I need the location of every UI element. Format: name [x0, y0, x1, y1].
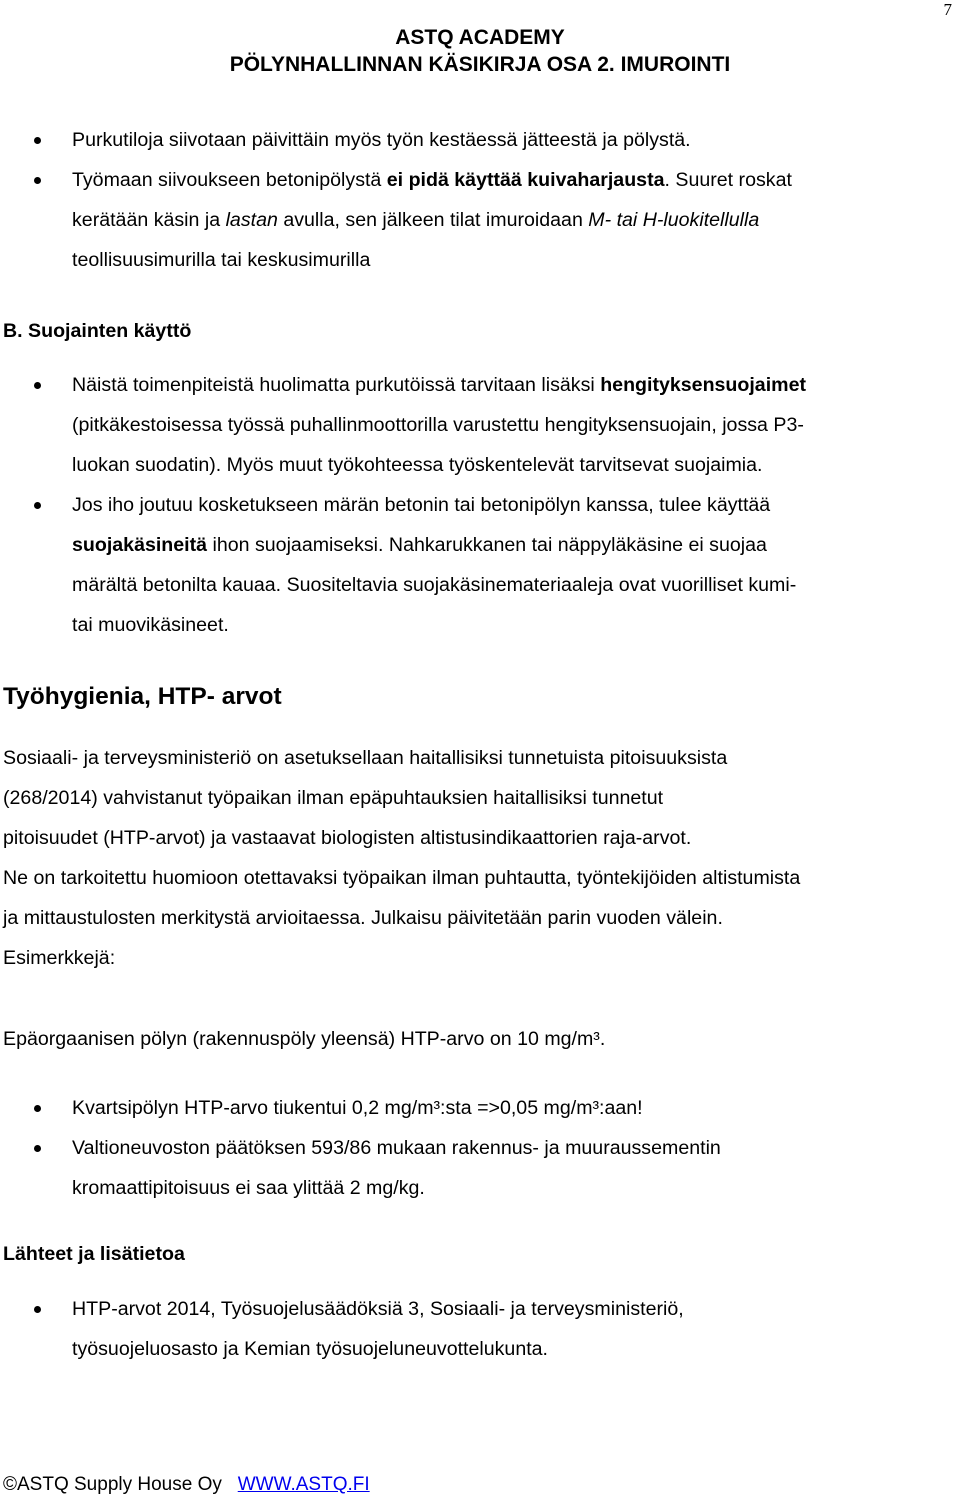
footer: [3, 1474, 370, 1496]
emphasis-text: suojakäsineitä: [72, 534, 208, 556]
bullet-icon: [34, 1105, 41, 1112]
list-item-line: märältä betonilta kauaa. Suositeltavia suojakäsinemateriaaleja ovat vuorilliset kumi-: [72, 574, 797, 596]
list-item-line: kerätään käsin ja lastan avulla, sen jälkeen tilat imuroidaan M- tai H-luokitellulla: [72, 209, 760, 231]
tyohygienia-heading: Työhygienia, HTP- arvot: [3, 683, 282, 710]
paragraph-line: ja mittaustulosten merkitystä arvioitaessa. Julkaisu päivitetään parin vuoden välein.: [3, 907, 723, 929]
emphasis-text: hengityksensuojaimet: [600, 374, 806, 396]
paragraph-line: Esimerkkejä:: [3, 947, 116, 969]
bullet-icon: [34, 137, 41, 144]
list-item: [0, 1088, 960, 1128]
list-item: [0, 365, 960, 485]
bullet-icon: [34, 382, 41, 389]
header-title: ASTQ ACADEMY: [395, 26, 565, 49]
bullet-icon: [34, 502, 41, 509]
paragraph-line: Ne on tarkoitettu huomioon otettavaksi työpaikan ilman puhtautta, työntekijöiden altistumista: [3, 867, 801, 889]
list-item-line: tai muovikäsineet.: [72, 614, 229, 636]
paragraph-line: pitoisuudet (HTP-arvot) ja vastaavat biologisten altistusindikaattorien raja-arvot.: [3, 827, 692, 849]
emphasis-text: ei pidä käyttää kuivaharjausta: [386, 169, 665, 191]
list-item-line: Valtioneuvoston päätöksen 593/86 mukaan rakennus- ja muuraussementin: [72, 1137, 721, 1159]
sources-heading: Lähteet ja lisätietoa: [3, 1243, 185, 1265]
list-item-line: Näistä toimenpiteistä huolimatta purkutöissä tarvitaan lisäksi hengityksensuojaimet: [72, 374, 806, 396]
htp-examples-list: [0, 1088, 960, 1208]
list-item-line: suojakäsineitä ihon suojaamiseksi. Nahkarukkanen tai näppyläkäsine ei suojaa: [72, 534, 767, 556]
bullet-icon: [34, 177, 41, 184]
page-number: 7: [943, 0, 952, 19]
footer-copyright: ©ASTQ Supply House Oy: [3, 1474, 222, 1495]
list-item-line: teollisuusimurilla tai keskusimurilla: [72, 249, 371, 271]
list-item-text: Purkutiloja siivotaan päivittäin myös työn kestäessä jätteestä ja pölystä.: [72, 129, 691, 151]
italic-text: M- tai H-luokitellulla: [588, 209, 760, 231]
list-item-line: työsuojeluosasto ja Kemian työsuojeluneuvottelukunta.: [72, 1338, 548, 1360]
tyohygienia-paragraph: [3, 738, 800, 978]
htp-example-text: Epäorgaanisen pölyn (rakennuspöly yleensä) HTP-arvo on 10 mg/m³.: [3, 1028, 606, 1050]
list-item-line: Työmaan siivoukseen betonipölystä ei pidä käyttää kuivaharjausta. Suuret roskat: [72, 169, 792, 191]
list-item-text: Kvartsipölyn HTP-arvo tiukentui 0,2 mg/m³:sta =>0,05 mg/m³:aan!: [72, 1097, 643, 1119]
bullet-icon: [34, 1306, 41, 1313]
footer-link[interactable]: WWW.ASTQ.FI: [237, 1474, 370, 1495]
header-subtitle: PÖLYNHALLINNAN KÄSIKIRJA OSA 2. IMUROINTI: [229, 53, 731, 76]
list-item: [0, 160, 960, 280]
list-item-line: Jos iho joutuu kosketukseen märän betonin tai betonipölyn kanssa, tulee käyttää: [72, 494, 771, 516]
italic-text: lastan: [225, 209, 278, 231]
list-item: [0, 120, 960, 160]
list-item-line: HTP-arvot 2014, Työsuojelusäädöksiä 3, Sosiaali- ja terveysministeriö,: [72, 1298, 684, 1320]
protection-list: [0, 365, 960, 645]
list-item-line: (pitkäkestoisessa työssä puhallinmoottorilla varustettu hengityksensuojain, jossa P3-: [72, 414, 804, 436]
paragraph-line: Sosiaali- ja terveysministeriö on asetuksellaan haitallisiksi tunnetuista pitoisuuksista: [3, 747, 728, 769]
list-item-line: kromaattipitoisuus ei saa ylittää 2 mg/kg.: [72, 1177, 425, 1199]
sources-list: [0, 1289, 960, 1369]
paragraph-line: (268/2014) vahvistanut työpaikan ilman epäpuhtauksien haitallisiksi tunnetut: [3, 787, 664, 809]
list-item: [0, 1289, 960, 1369]
list-item: [0, 1128, 960, 1208]
list-item-line: luokan suodatin). Myös muut työkohteessa työskentelevät tarvitsevat suojaimia.: [72, 454, 763, 476]
cleaning-list: [0, 120, 960, 280]
section-b-heading: B. Suojainten käyttö: [3, 320, 192, 342]
list-item: [0, 485, 960, 645]
bullet-icon: [34, 1145, 41, 1152]
